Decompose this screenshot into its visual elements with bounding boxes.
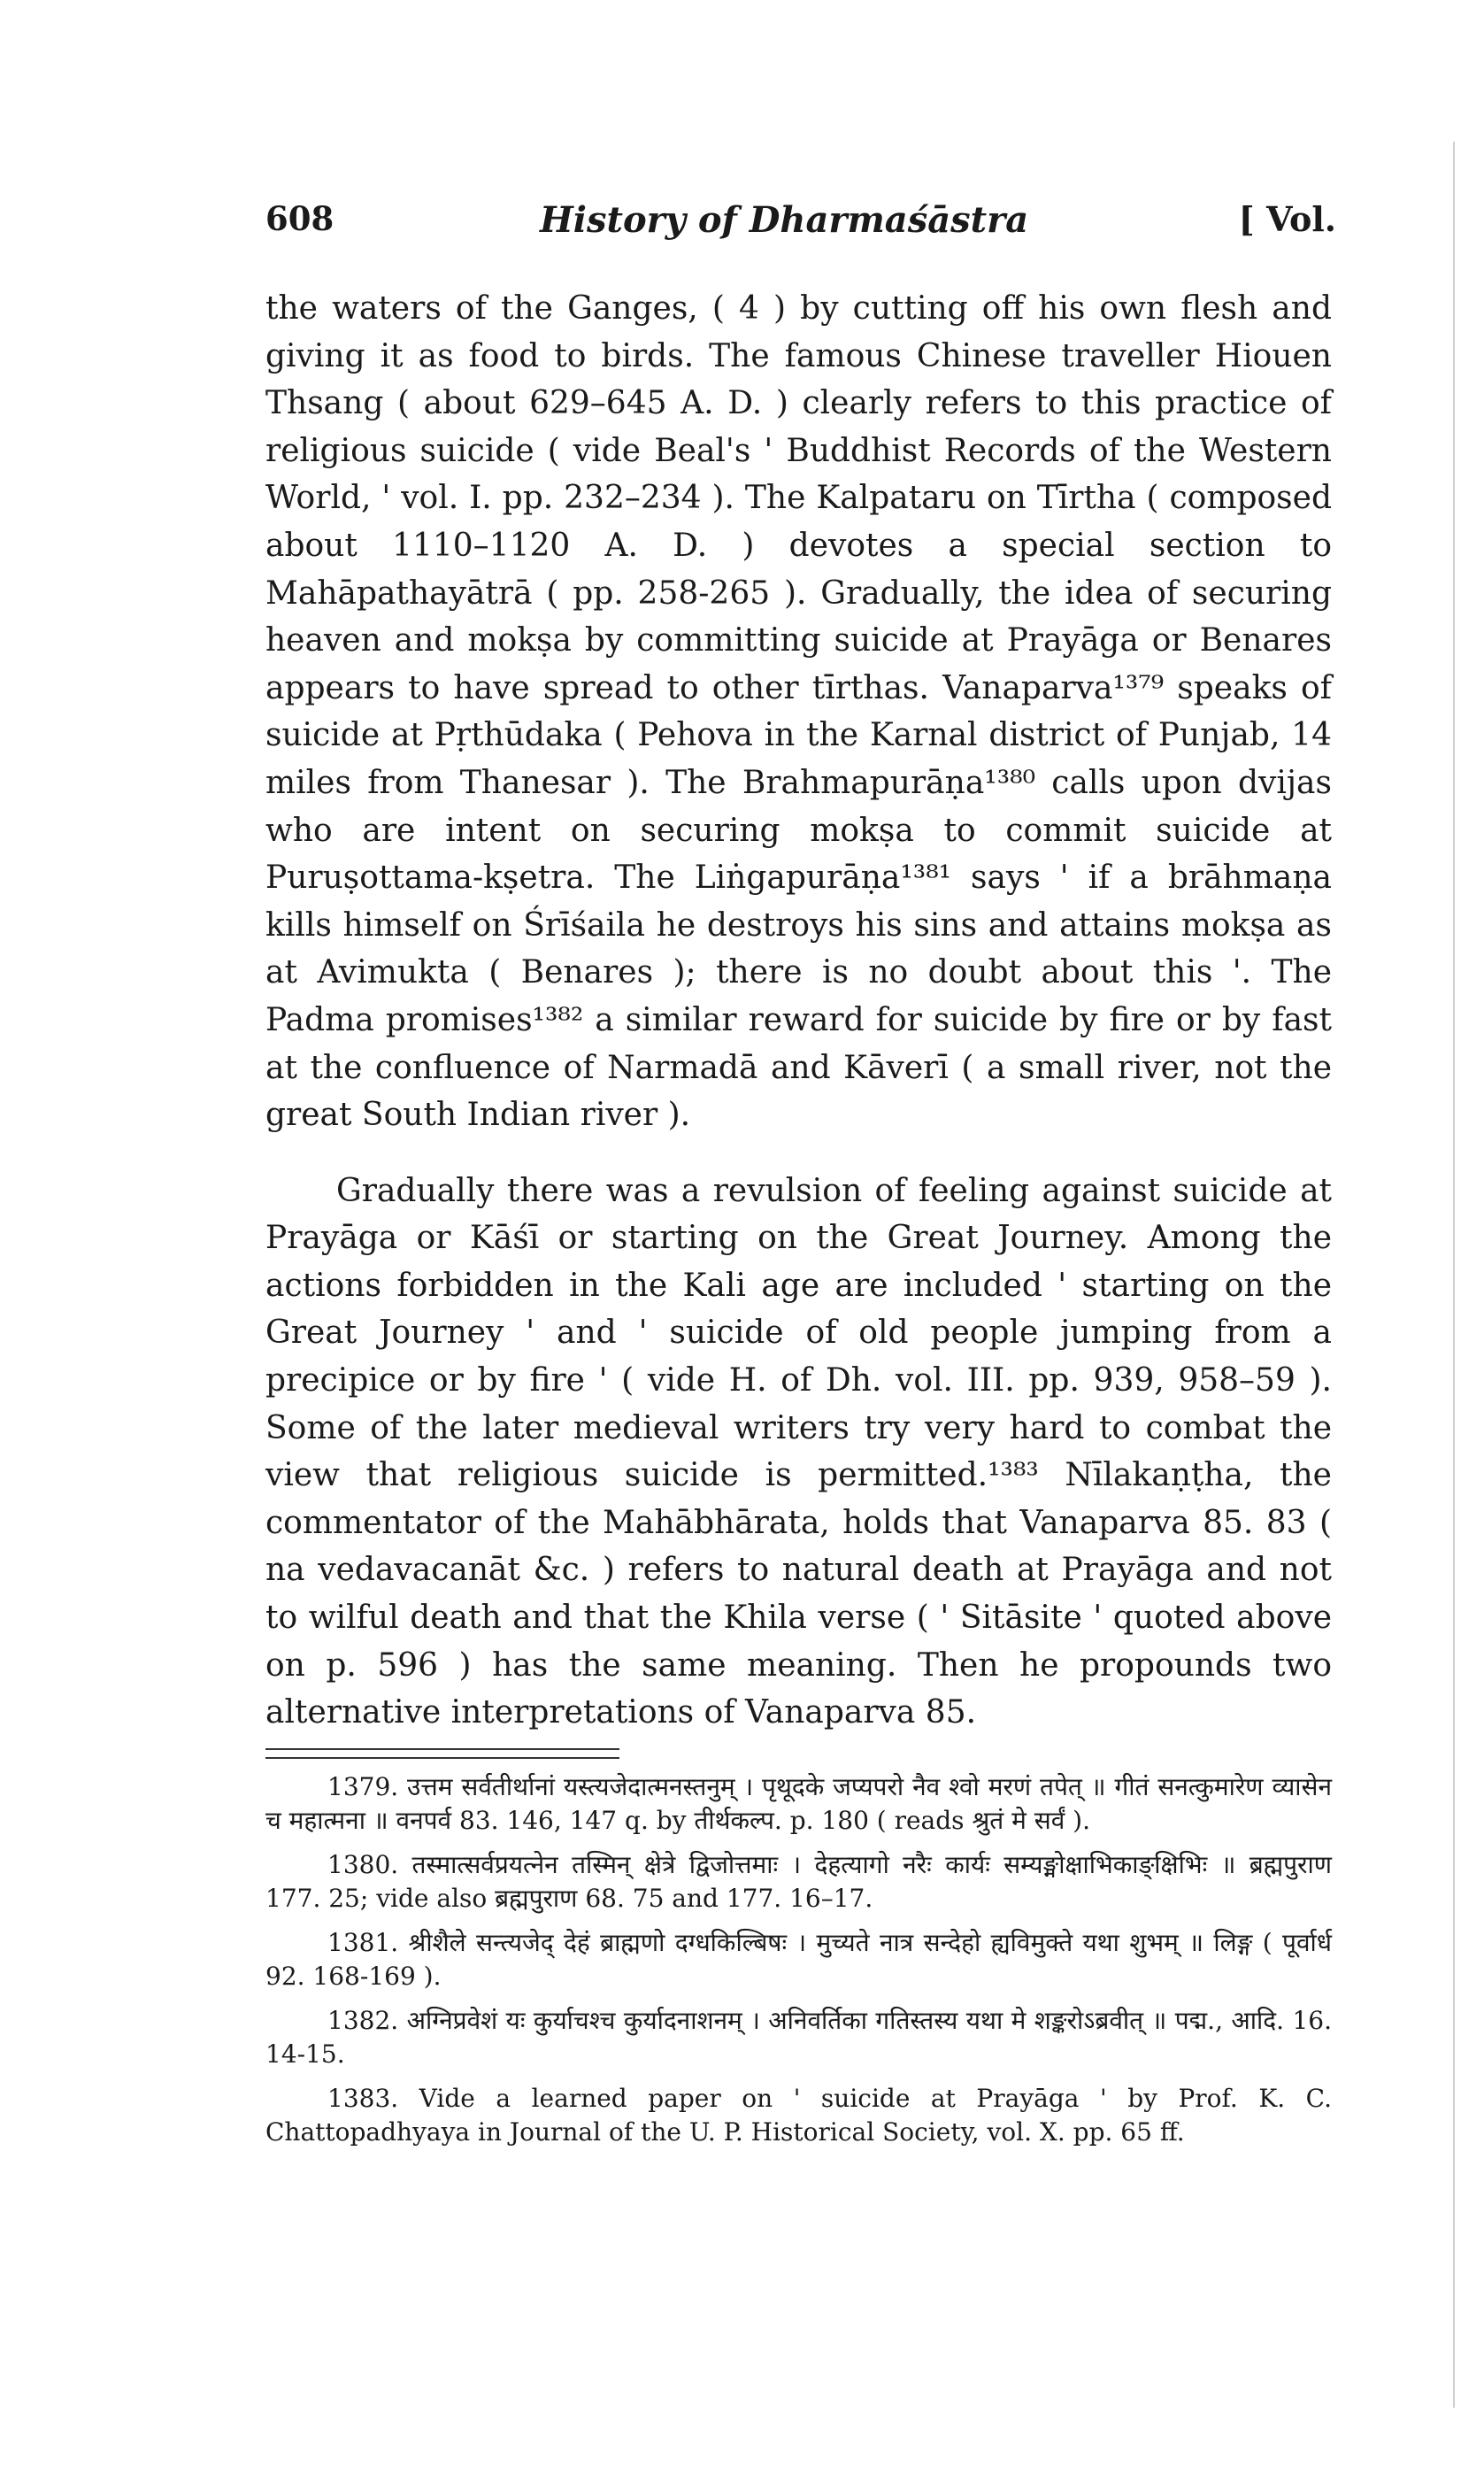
page-header	[265, 199, 1336, 252]
main-text	[265, 285, 1332, 1737]
running-title: History of Dharmaśāstra	[540, 199, 1029, 241]
footnote: 1382. अग्निप्रवेशं यः कुर्याचश्च कुर्यादनाशनम् । अनिवर्तिका गतिस्तस्य यथा मे शङ्करोऽब्रवीत् ॥ पद्म., आदि. 16. 14-15.	[265, 2006, 1332, 2069]
footnote-divider	[265, 1748, 619, 1759]
footnote: 1380. तस्मात्सर्वप्रयत्नेन तस्मिन् क्षेत्रे द्विजोत्तमाः । देहत्यागो नरैः कार्यः सम्यङ्मोक्षाभिकाङ्क्षिभिः ॥ ब्रह्मपुराण 177. 25; vide also ब्रह्मपुराण 68. 75 and 177. 16–17.	[265, 1850, 1332, 1913]
page-number: 608	[265, 199, 334, 238]
footnotes	[265, 1770, 1332, 2160]
paragraph: Gradually there was a revulsion of feeling against suicide at Prayāga or Kāśī or starting on the Great Journey. Among the actions forbidden in the Kali age are included ' starting on the Great Journey ' and ' suicide of old people jumping from a precipice or by fire ' ( vide H. of Dh. vol. III. pp. 939, 958–59 ). Some of the later medieval writers try very hard to combat the view that religious suicide is permitted.¹³⁸³ Nīlakaṇṭha, the commentator of the Mahābhārata, holds that Vanaparva 85. 83 ( na vedavacanāt &c. ) refers to natural death at Prayāga and not to wilful death and that the Khila verse ( ' Sitāsite ' quoted above on p. 596 ) has the same meaning. Then he propounds two alternative interpretations of Vanaparva 85.	[265, 1172, 1332, 1731]
footnote: 1379. उत्तम सर्वतीर्थानां यस्त्यजेदात्मनस्तनुम् । पृथूदके जप्यपरो नैव श्वो मरणं तपेत् ॥ गीतं सनत्कुमारेण व्यासेन च महात्मना ॥ वनपर्व 83. 146, 147 q. by तीर्थकल्प. p. 180 ( reads श्रुतं मे सर्वं ).	[265, 1772, 1332, 1835]
scan-edge-line	[1453, 142, 1455, 2408]
footnote: 1381. श्रीशैले सन्त्यजेद् देहं ब्राह्मणो दग्धकिल्बिषः । मुच्यते नात्र सन्देहो ह्यविमुक्ते यथा शुभम् ॥ लिङ्ग ( पूर्वार्ध 92. 168-169 ).	[265, 1928, 1332, 1991]
footnote: 1383. Vide a learned paper on ' suicide at Prayāga ' by Prof. K. C. Chattopadhyaya in Journal of the U. P. Historical Society, vol. X. pp. 65 ff.	[265, 2084, 1332, 2147]
paragraph: the waters of the Ganges, ( 4 ) by cutting off his own flesh and giving it as food to birds. The famous Chinese traveller Hiouen Thsang ( about 629–645 A. D. ) clearly refers to this practice of religious suicide ( vide Beal's ' Buddhist Records of the Western World, ' vol. I. pp. 232–234 ). The Kalpataru on Tīrtha ( composed about 1110–1120 A. D. ) devotes a special section to Mahāpathayātrā ( pp. 258-265 ). Gradually, the idea of securing heaven and mokṣa by committing suicide at Prayāga or Benares appears to have spread to other tīrthas. Vanaparva¹³⁷⁹ speaks of suicide at Pṛthūdaka ( Pehova in the Karnal district of Punjab, 14 miles from Thanesar ). The Brahmapurāṇa¹³⁸⁰ calls upon dvijas who are intent on securing mokṣa to commit suicide at Puruṣottama-kṣetra. The Liṅgapurāṇa¹³⁸¹ says ' if a brāhmaṇa kills himself on Śrīśaila he destroys his sins and attains mokṣa as at Avimukta ( Benares ); there is no doubt about this '. The Padma promises¹³⁸² a similar reward for suicide by fire or by fast at the confluence of Narmadā and Kāverī ( a small river, not the great South Indian river ).	[265, 290, 1332, 1134]
volume-mark: [ Vol.	[1238, 199, 1336, 239]
